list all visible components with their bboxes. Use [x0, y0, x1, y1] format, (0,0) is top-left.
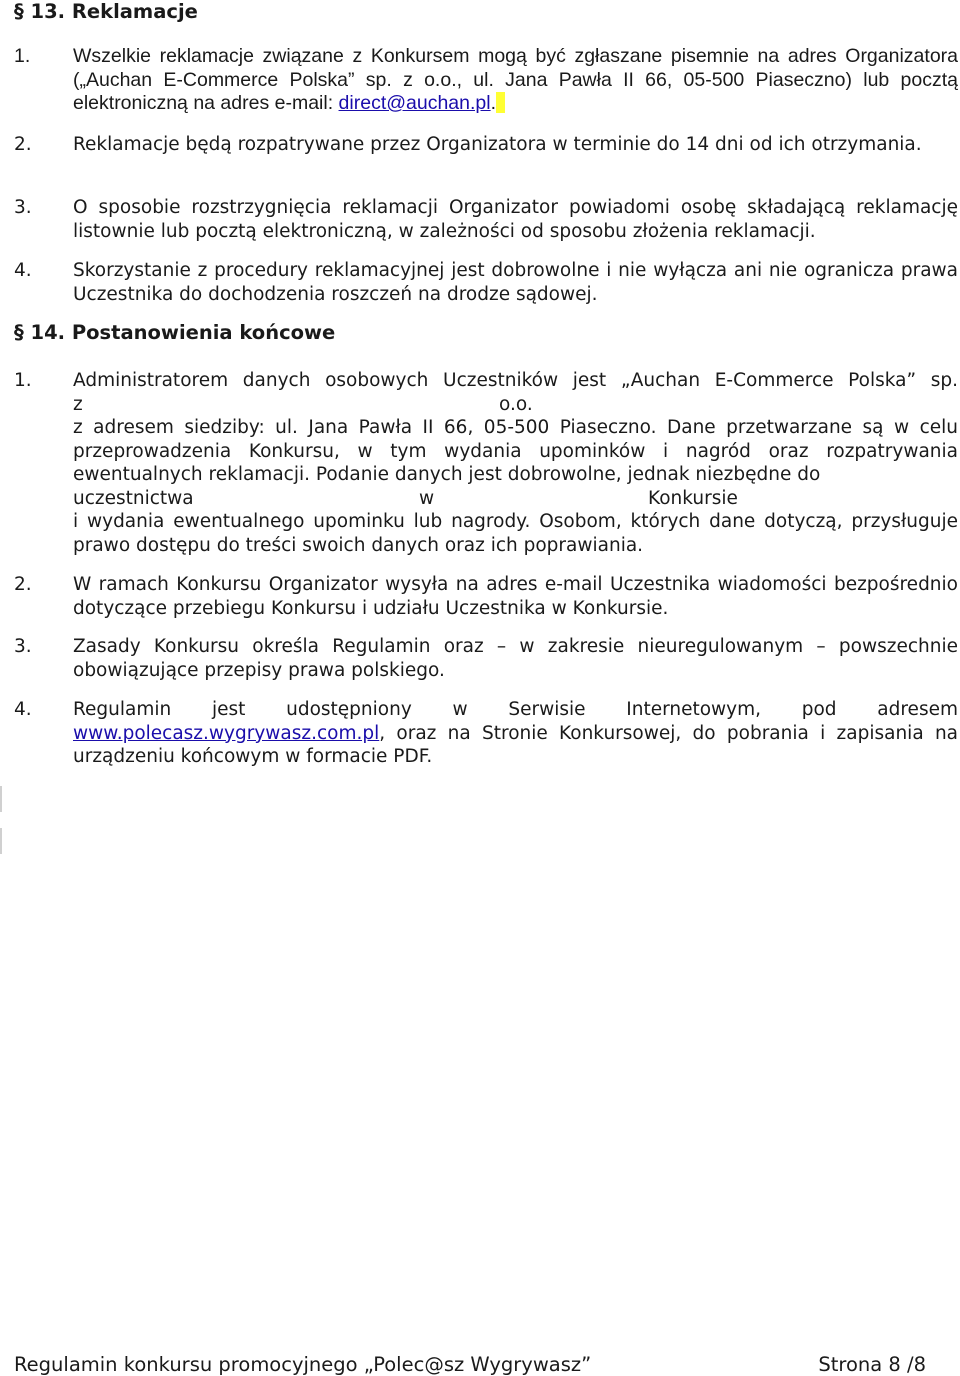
margin-mark — [0, 786, 2, 812]
item-number: 1. — [14, 370, 32, 391]
item-text: Regulamin jest udostępniony w Serwisie Internetowym, pod adresem www.polecasz.wygrywasz.com.pl, oraz na Stronie Konkursowej, do pobrania i zapisania na urządzeniu końcowym w formacie PDF. — [73, 699, 958, 767]
footer-title: Regulamin konkursu promocyjnego „Polec@sz Wygrywasz” — [14, 1353, 592, 1376]
list-item — [14, 133, 958, 157]
section-14-heading: § 14. Postanowienia końcowe — [14, 321, 336, 344]
item-number: 4. — [14, 699, 32, 720]
highlight-mark — [496, 92, 505, 113]
item-number: 3. — [14, 636, 32, 657]
item-number: 1. — [14, 45, 31, 67]
item-text: Zasady Konkursu określa Regulamin oraz – w zakresie nieuregulowanym – powszechnie obowiązujące przepisy prawa polskiego. — [73, 636, 958, 681]
website-link[interactable]: www.polecasz.wygrywasz.com.pl — [73, 722, 380, 744]
item-text: Skorzystanie z procedury reklamacyjnej jest dobrowolne i nie wyłącza ani nie ogranicza prawa Uczestnika do dochodzenia roszczeń na drodze sądowej. — [73, 260, 958, 305]
list-item — [14, 259, 958, 306]
list-item — [14, 196, 958, 243]
item-text: Reklamacje będą rozpatrywane przez Organizatora w terminie do 14 dni od ich otrzymania. — [73, 134, 922, 155]
item-number: 3. — [14, 197, 32, 218]
item-text: O sposobie rozstrzygnięcia reklamacji Organizator powiadomi osobę składającą reklamację listownie lub pocztą elektroniczną, w zależności od sposobu złożenia reklamacji. — [73, 197, 958, 242]
list-item — [14, 635, 958, 682]
page-number: Strona 8 /8 — [818, 1353, 926, 1376]
item-number: 2. — [14, 134, 32, 155]
item-number: 2. — [14, 574, 32, 595]
list-item — [14, 369, 958, 557]
item-text: Wszelkie reklamacje związane z Konkursem mogą być zgłaszane pisemnie na adres Organizatora („Auchan E-Commerce Polska” sp. z o.o., ul. Jana Pawła II 66, 05-500 Piaseczno) lub pocztą elektroniczną na adres e-mail: direct@auchan.pl. — [73, 45, 958, 114]
item-text: Administratorem danych osobowych Uczestników jest „Auchan E-Commerce Polska” sp. z o.o. z adresem siedziby: ul. Jana Pawła II 66, 05-500 Piaseczno. Dane przetwarzane są w celu przeprowadzenia Konkursu, w tym wydania upominków i nagród oraz rozpatrywania ewentualnych reklamacji. Podanie danych jest dobrowolne, jednak niezbędne do uczestnictwa w Konkursie i wydania ewentualnego upominku lub nagrody. Osobom, których dane dotyczą, przysługuje prawo dostępu do treści swoich danych oraz ich poprawiania. — [73, 370, 958, 556]
item-number: 4. — [14, 260, 32, 281]
section-13-heading: § 13. Reklamacje — [14, 0, 198, 23]
margin-mark — [0, 828, 2, 854]
item-text: W ramach Konkursu Organizator wysyła na adres e-mail Uczestnika wiadomości bezpośrednio dotyczące przebiegu Konkursu i udziału Uczestnika w Konkursie. — [73, 574, 958, 619]
list-item — [14, 698, 958, 769]
email-link[interactable]: direct@auchan.pl — [338, 92, 491, 114]
list-item — [14, 573, 958, 620]
list-item — [14, 45, 958, 116]
